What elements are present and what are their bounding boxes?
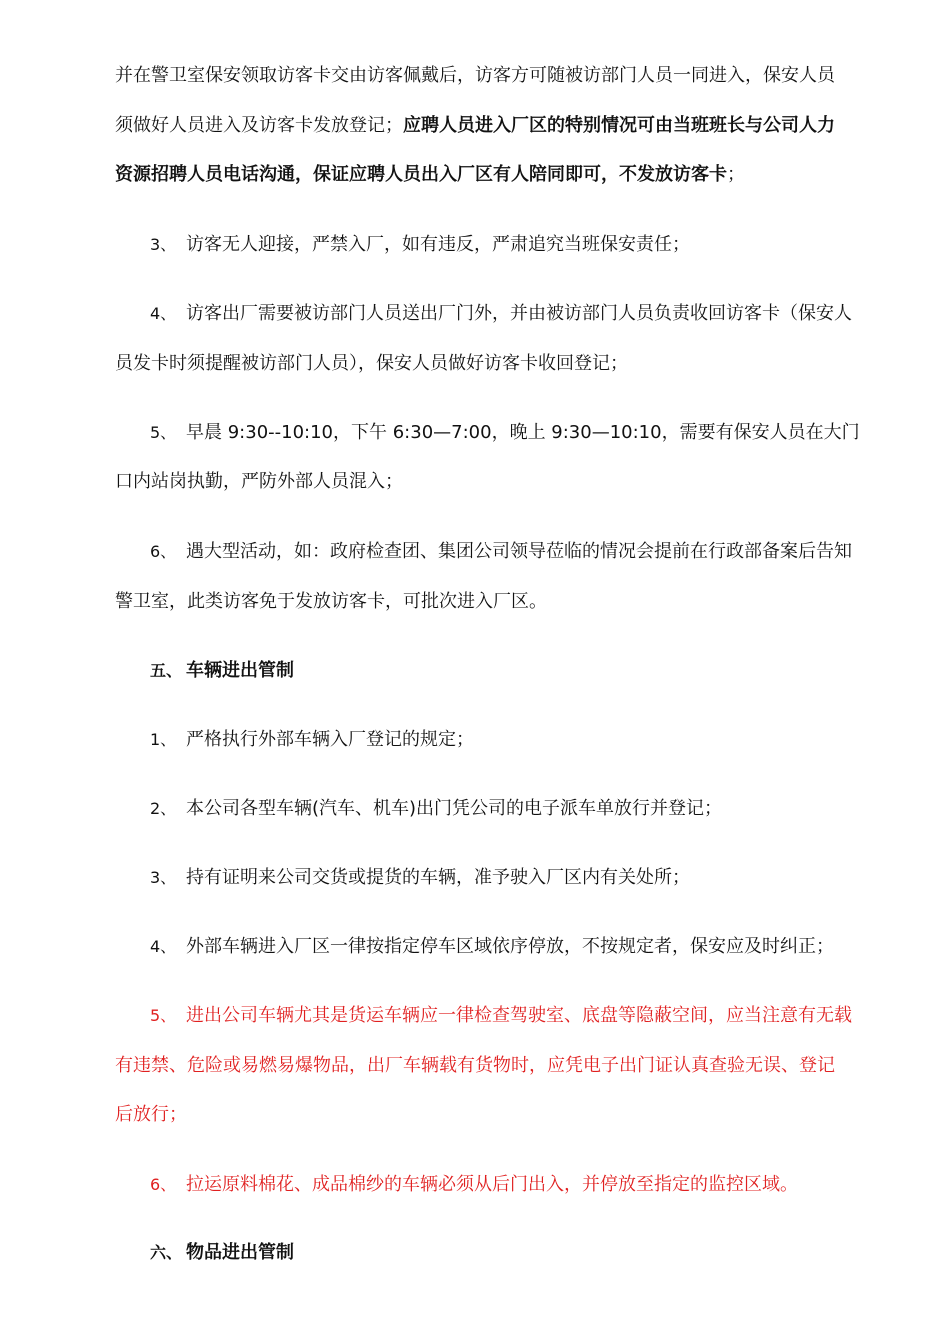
list-item bbox=[150, 728, 474, 752]
section-heading bbox=[150, 1241, 294, 1265]
section-heading bbox=[150, 659, 294, 683]
paragraph-line: 警卫室，此类访客免于发放访客卡，可批次进入厂区。 bbox=[115, 591, 547, 612]
list-item bbox=[150, 421, 860, 445]
item-text: 拉运原料棉花、成品棉纱的车辆必须从后门出入，并停放至指定的监控区域。 bbox=[186, 1174, 798, 1195]
item-text: 遇大型活动，如：政府检查团、集团公司领导莅临的情况会提前在行政部备案后告知 bbox=[186, 541, 852, 562]
item-number: 5、 bbox=[150, 423, 177, 442]
item-number: 5、 bbox=[150, 1006, 177, 1025]
item-number: 2、 bbox=[150, 799, 177, 818]
section-number: 五、 bbox=[150, 661, 183, 680]
list-item bbox=[150, 233, 690, 257]
list-item bbox=[150, 797, 722, 821]
item-text: 早晨 9:30--10:10，下午 6:30—7:00，晚上 9:30—10:10，需要有保安人员在大门 bbox=[186, 422, 860, 443]
list-item bbox=[150, 540, 852, 564]
section-title: 车辆进出管制 bbox=[186, 660, 294, 681]
paragraph-line: 口内站岗执勤，严防外部人员混入； bbox=[115, 471, 403, 492]
item-text: 外部车辆进入厂区一律按指定停车区域依序停放，不按规定者，保安应及时纠正； bbox=[186, 936, 834, 957]
item-text: 本公司各型车辆(汽车、机车)出门凭公司的电子派车单放行并登记； bbox=[186, 798, 723, 819]
item-text: 持有证明来公司交货或提货的车辆，准予驶入厂区内有关处所； bbox=[186, 867, 690, 888]
list-item bbox=[150, 302, 852, 326]
item-number: 3、 bbox=[150, 235, 177, 254]
item-number: 6、 bbox=[150, 542, 177, 561]
paragraph-line-highlighted: 后放行； bbox=[115, 1104, 187, 1125]
item-number: 3、 bbox=[150, 868, 177, 887]
paragraph-line: 员发卡时须提醒被访部门人员），保安人员做好访客卡收回登记； bbox=[115, 353, 628, 374]
item-number: 1、 bbox=[150, 730, 177, 749]
item-text: 访客无人迎接，严禁入厂，如有违反，严肃追究当班保安责任； bbox=[186, 234, 690, 255]
list-item bbox=[150, 866, 690, 890]
list-item-highlighted bbox=[150, 1004, 852, 1028]
paragraph-line bbox=[115, 114, 835, 138]
item-text: 访客出厂需要被访部门人员送出厂门外，并由被访部门人员负责收回访客卡（保安人 bbox=[186, 303, 852, 324]
paragraph-line bbox=[115, 163, 745, 187]
section-number: 六、 bbox=[150, 1243, 183, 1262]
list-item-highlighted bbox=[150, 1173, 798, 1197]
item-text: 进出公司车辆尤其是货运车辆应一律检查驾驶室、底盘等隐蔽空间，应当注意有无载 bbox=[186, 1005, 852, 1026]
item-text: 严格执行外部车辆入厂登记的规定； bbox=[186, 729, 474, 750]
normal-text: 须做好人员进入及访客卡发放登记； bbox=[115, 115, 403, 136]
normal-text: ； bbox=[727, 164, 745, 185]
list-item bbox=[150, 935, 834, 959]
paragraph-line: 并在警卫室保安领取访客卡交由访客佩戴后，访客方可随被访部门人员一同进入，保安人员 bbox=[115, 65, 835, 86]
bold-text: 应聘人员进入厂区的特别情况可由当班班长与公司人力 bbox=[403, 115, 835, 136]
section-title: 物品进出管制 bbox=[186, 1242, 294, 1263]
item-number: 4、 bbox=[150, 937, 177, 956]
item-number: 6、 bbox=[150, 1175, 177, 1194]
bold-text: 资源招聘人员电话沟通，保证应聘人员出入厂区有人陪同即可，不发放访客卡 bbox=[115, 164, 727, 185]
item-number: 4、 bbox=[150, 304, 177, 323]
paragraph-line-highlighted: 有违禁、危险或易燃易爆物品，出厂车辆载有货物时，应凭电子出门证认真查验无误、登记 bbox=[115, 1055, 835, 1076]
